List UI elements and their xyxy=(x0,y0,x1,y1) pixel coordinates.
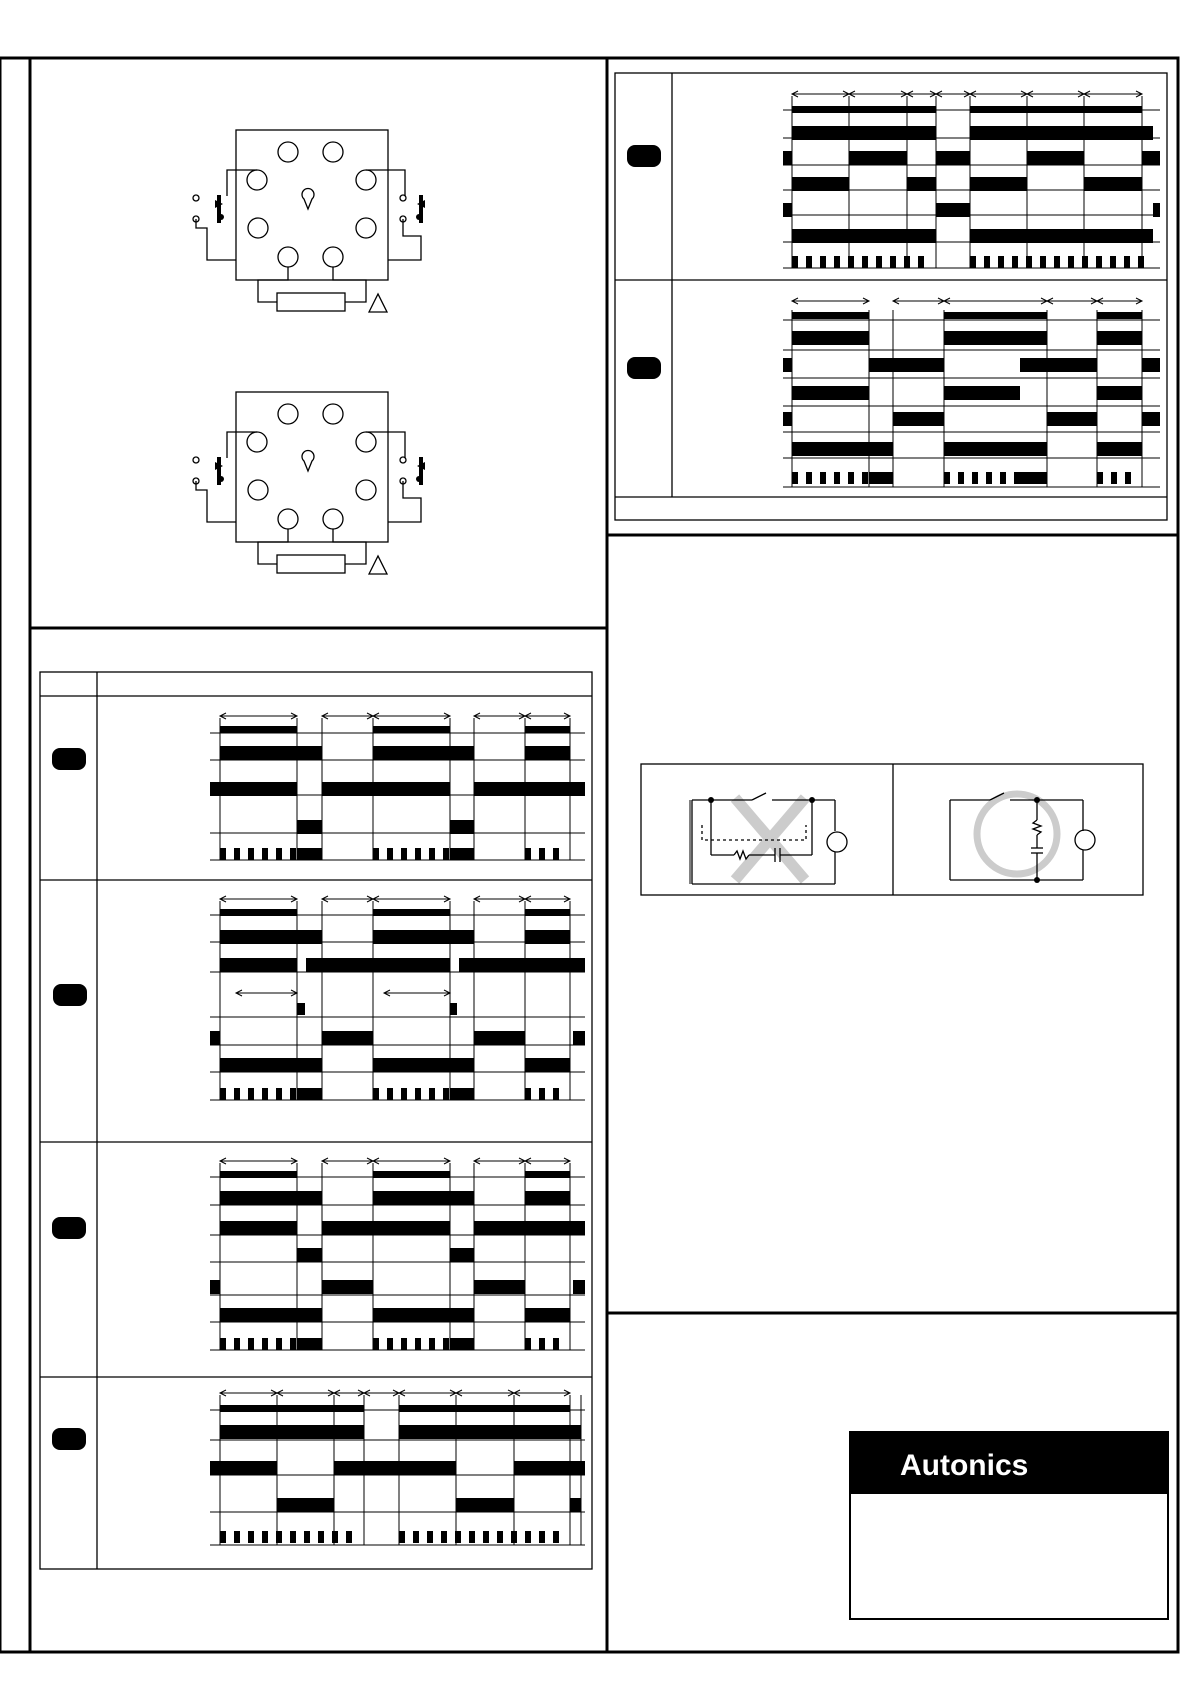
signal-bar xyxy=(373,930,474,944)
signal-bar xyxy=(783,412,792,426)
pulse-bar xyxy=(876,256,882,268)
signal-bar xyxy=(783,203,792,217)
signal-bar xyxy=(792,386,869,400)
mode-badge xyxy=(52,1428,86,1450)
pulse-bar xyxy=(1125,472,1131,484)
pulse-bar xyxy=(483,1531,489,1543)
signal-bar xyxy=(322,1280,373,1294)
pulse-bar xyxy=(972,472,978,484)
pulse-bar xyxy=(387,1338,393,1350)
signal-bar xyxy=(373,746,474,760)
contact-marks-2 xyxy=(215,457,425,485)
pulse-bar xyxy=(373,1088,379,1100)
pulse-bar xyxy=(290,1531,296,1543)
pulse-bar xyxy=(806,472,812,484)
signal-bar xyxy=(1097,331,1142,345)
circle-mark-ok xyxy=(977,794,1057,874)
signal-bar xyxy=(869,472,893,484)
pulse-bar xyxy=(792,472,798,484)
pulse-bar xyxy=(346,1531,352,1543)
pulse-bar xyxy=(918,256,924,268)
pulse-bar xyxy=(429,848,435,860)
signal-bar xyxy=(297,820,322,834)
pulse-bar xyxy=(262,1338,268,1350)
signal-bar xyxy=(459,958,585,972)
signal-bar xyxy=(210,782,297,796)
signal-bar xyxy=(277,1498,334,1512)
signal-bar xyxy=(399,1405,570,1412)
pulse-bar xyxy=(443,1088,449,1100)
pulse-bar xyxy=(1054,256,1060,268)
pulse-bar xyxy=(318,1531,324,1543)
pulse-bar xyxy=(415,1338,421,1350)
signal-bar xyxy=(792,177,849,191)
signal-bar xyxy=(525,1191,570,1205)
signal-bar xyxy=(297,1003,305,1015)
pulse-bar xyxy=(429,1088,435,1100)
pulse-bar xyxy=(958,472,964,484)
signal-bar xyxy=(322,782,450,796)
signal-bar xyxy=(210,1031,220,1045)
signal-bar xyxy=(373,1308,474,1322)
pulse-bar xyxy=(262,848,268,860)
signal-bar xyxy=(373,1171,450,1178)
signal-bar xyxy=(1027,151,1084,165)
pulse-bar xyxy=(290,1338,296,1350)
pulse-bar xyxy=(1097,472,1103,484)
signal-bar xyxy=(220,1171,297,1178)
circuit-incorrect xyxy=(690,793,847,884)
pulse-bar xyxy=(553,1338,559,1350)
signal-bar xyxy=(525,1171,570,1178)
signal-bar xyxy=(220,726,297,733)
pulse-bar xyxy=(984,256,990,268)
signal-bar xyxy=(1142,412,1160,426)
signal-bar xyxy=(792,126,936,140)
pulse-bar xyxy=(970,256,976,268)
pulse-bar xyxy=(415,848,421,860)
mode-badge xyxy=(52,1217,86,1239)
signal-bar xyxy=(297,848,322,860)
pulse-bar xyxy=(401,1088,407,1100)
pulse-bar xyxy=(1026,256,1032,268)
signal-bar xyxy=(944,442,1047,456)
pulse-bar xyxy=(834,256,840,268)
pulse-bar xyxy=(1096,256,1102,268)
signal-bar xyxy=(322,1031,373,1045)
pulse-bar xyxy=(373,848,379,860)
signal-bar xyxy=(514,1461,585,1475)
pulse-bar xyxy=(511,1531,517,1543)
signal-bar xyxy=(474,782,585,796)
signal-bar xyxy=(869,358,944,372)
pulse-bar xyxy=(387,848,393,860)
pulse-bar xyxy=(234,848,240,860)
signal-bar xyxy=(792,106,936,113)
signal-bar xyxy=(450,820,474,834)
pulse-bar xyxy=(848,256,854,268)
pulse-bar xyxy=(441,1531,447,1543)
pulse-bar xyxy=(539,848,545,860)
signal-bar xyxy=(573,1280,585,1294)
signal-bar xyxy=(1097,442,1142,456)
signal-bar xyxy=(373,909,450,916)
pulse-bar xyxy=(497,1531,503,1543)
pulse-bar xyxy=(401,848,407,860)
signal-bar xyxy=(450,1088,474,1100)
brand-box xyxy=(850,1432,1168,1619)
pulse-bar xyxy=(399,1531,405,1543)
pulse-bar xyxy=(304,1531,310,1543)
signal-bar xyxy=(210,1461,277,1475)
pulse-bar xyxy=(248,1088,254,1100)
signal-bar xyxy=(525,909,570,916)
signal-bar xyxy=(450,1003,457,1015)
signal-bar xyxy=(220,1058,322,1072)
pulse-bar xyxy=(290,848,296,860)
pulse-bar xyxy=(525,1531,531,1543)
signal-bar xyxy=(792,312,869,319)
pulse-bar xyxy=(553,1531,559,1543)
signal-bar xyxy=(849,151,907,165)
pulse-bar xyxy=(862,472,868,484)
pulse-bar xyxy=(848,472,854,484)
pulse-bar xyxy=(820,256,826,268)
pulse-bar xyxy=(998,256,1004,268)
pulse-bar xyxy=(220,1338,226,1350)
signal-bar xyxy=(783,151,792,165)
signal-bar xyxy=(1142,151,1160,165)
pulse-bar xyxy=(290,1088,296,1100)
pulse-bar xyxy=(373,1338,379,1350)
mode-badge xyxy=(627,357,661,379)
signal-bar xyxy=(456,1498,514,1512)
signal-bar xyxy=(1142,358,1160,372)
signal-bar xyxy=(399,1425,581,1439)
pulse-bar xyxy=(220,1088,226,1100)
pulse-bar xyxy=(455,1531,461,1543)
signal-bar xyxy=(970,126,1153,140)
pulse-bar xyxy=(276,1531,282,1543)
mode-badge xyxy=(53,984,87,1006)
signal-bar xyxy=(525,1308,570,1322)
pulse-bar xyxy=(1068,256,1074,268)
signal-bar xyxy=(893,412,944,426)
signal-bar xyxy=(525,726,570,733)
signal-bar xyxy=(573,1031,585,1045)
signal-bar xyxy=(525,930,570,944)
pulse-bar xyxy=(332,1531,338,1543)
signal-bar xyxy=(306,958,450,972)
pulse-bar xyxy=(248,1338,254,1350)
signal-bar xyxy=(970,229,1153,243)
pulse-bar xyxy=(806,256,812,268)
signal-bar xyxy=(334,1461,456,1475)
pulse-bar xyxy=(1040,256,1046,268)
pulse-bar xyxy=(1012,256,1018,268)
signal-bar xyxy=(1084,177,1142,191)
mode-badge xyxy=(52,748,86,770)
signal-bar xyxy=(373,726,450,733)
pulse-bar xyxy=(234,1088,240,1100)
pulse-bar xyxy=(234,1338,240,1350)
pulse-bar xyxy=(413,1531,419,1543)
signal-bar xyxy=(220,1308,322,1322)
signal-bar xyxy=(792,442,893,456)
timing-charts xyxy=(210,91,1160,1545)
signal-bar xyxy=(792,331,869,345)
pulse-bar xyxy=(525,848,531,860)
signal-bar xyxy=(1153,203,1160,217)
pulse-bar xyxy=(220,848,226,860)
pulse-bar xyxy=(443,848,449,860)
pulse-bar xyxy=(986,472,992,484)
signal-bar xyxy=(783,358,792,372)
pulse-bar xyxy=(553,848,559,860)
signal-bar xyxy=(220,958,297,972)
pulse-bar xyxy=(1111,472,1117,484)
signal-bar xyxy=(474,1280,525,1294)
signal-bar xyxy=(525,1058,570,1072)
signal-bar xyxy=(297,1338,322,1350)
page-frame xyxy=(0,58,1178,1652)
pulse-bar xyxy=(387,1088,393,1100)
pulse-bar xyxy=(276,848,282,860)
pulse-bar xyxy=(443,1338,449,1350)
signal-bar xyxy=(1020,472,1047,484)
pulse-bar xyxy=(890,256,896,268)
pulse-bar xyxy=(248,848,254,860)
pulse-bar xyxy=(248,1531,254,1543)
signal-bar xyxy=(297,1248,322,1262)
pulse-bar xyxy=(862,256,868,268)
pulse-bar xyxy=(234,1531,240,1543)
contact-marks-1 xyxy=(215,195,425,223)
pulse-bar xyxy=(401,1338,407,1350)
signal-bar xyxy=(220,1191,322,1205)
pulse-bar xyxy=(525,1338,531,1350)
signal-bar xyxy=(1097,386,1142,400)
pulse-bar xyxy=(944,472,950,484)
connection-diagram-2 xyxy=(193,392,421,574)
pulse-bar xyxy=(904,256,910,268)
signal-bar xyxy=(474,1031,525,1045)
brand-logo: Autonics xyxy=(900,1449,1029,1482)
signal-bar xyxy=(322,1221,450,1235)
pulse-bar xyxy=(539,1088,545,1100)
connection-diagram-1 xyxy=(193,130,421,312)
mode-badge xyxy=(627,145,661,167)
pulse-bar xyxy=(1110,256,1116,268)
signal-bar xyxy=(474,1221,585,1235)
signal-bar xyxy=(220,930,322,944)
pulse-bar xyxy=(427,1531,433,1543)
signal-bar xyxy=(450,1248,474,1262)
pulse-bar xyxy=(1138,256,1144,268)
signal-bar xyxy=(970,177,1027,191)
pulse-bar xyxy=(220,1531,226,1543)
pulse-bar xyxy=(539,1338,545,1350)
pulse-bar xyxy=(276,1338,282,1350)
signal-bar xyxy=(220,1221,297,1235)
signal-bar xyxy=(297,1088,322,1100)
signal-bar xyxy=(220,746,322,760)
signal-bar xyxy=(1047,412,1097,426)
pulse-bar xyxy=(1014,472,1020,484)
pulse-bar xyxy=(553,1088,559,1100)
signal-bar xyxy=(373,1058,474,1072)
pulse-bar xyxy=(834,472,840,484)
pulse-bar xyxy=(262,1088,268,1100)
pulse-bar xyxy=(525,1088,531,1100)
pulse-bar xyxy=(469,1531,475,1543)
signal-bar xyxy=(450,1338,474,1350)
signal-bar xyxy=(944,386,1020,400)
signal-bar xyxy=(944,312,1047,319)
signal-bar xyxy=(792,229,936,243)
signal-bar xyxy=(936,203,970,217)
pulse-bar xyxy=(429,1338,435,1350)
signal-bar xyxy=(1097,312,1142,319)
pulse-bar xyxy=(792,256,798,268)
signal-bar xyxy=(525,746,570,760)
pulse-bar xyxy=(820,472,826,484)
signal-bar xyxy=(373,1191,474,1205)
signal-bar xyxy=(220,1405,364,1412)
signal-bar xyxy=(570,1498,581,1512)
signal-bar xyxy=(220,1425,364,1439)
circuit-correct xyxy=(950,793,1095,880)
signal-bar xyxy=(944,331,1047,345)
pulse-bar xyxy=(262,1531,268,1543)
pulse-bar xyxy=(276,1088,282,1100)
signal-bar xyxy=(1020,358,1097,372)
pulse-bar xyxy=(1124,256,1130,268)
signal-bar xyxy=(936,151,970,165)
signal-bar xyxy=(907,177,936,191)
pulse-bar xyxy=(415,1088,421,1100)
pulse-bar xyxy=(539,1531,545,1543)
signal-bar xyxy=(450,848,474,860)
signal-bar xyxy=(220,909,297,916)
pulse-bar xyxy=(1000,472,1006,484)
signal-bar xyxy=(970,106,1142,113)
pulse-bar xyxy=(1082,256,1088,268)
circuit-comparison-box xyxy=(641,764,1143,895)
signal-bar xyxy=(210,1280,220,1294)
